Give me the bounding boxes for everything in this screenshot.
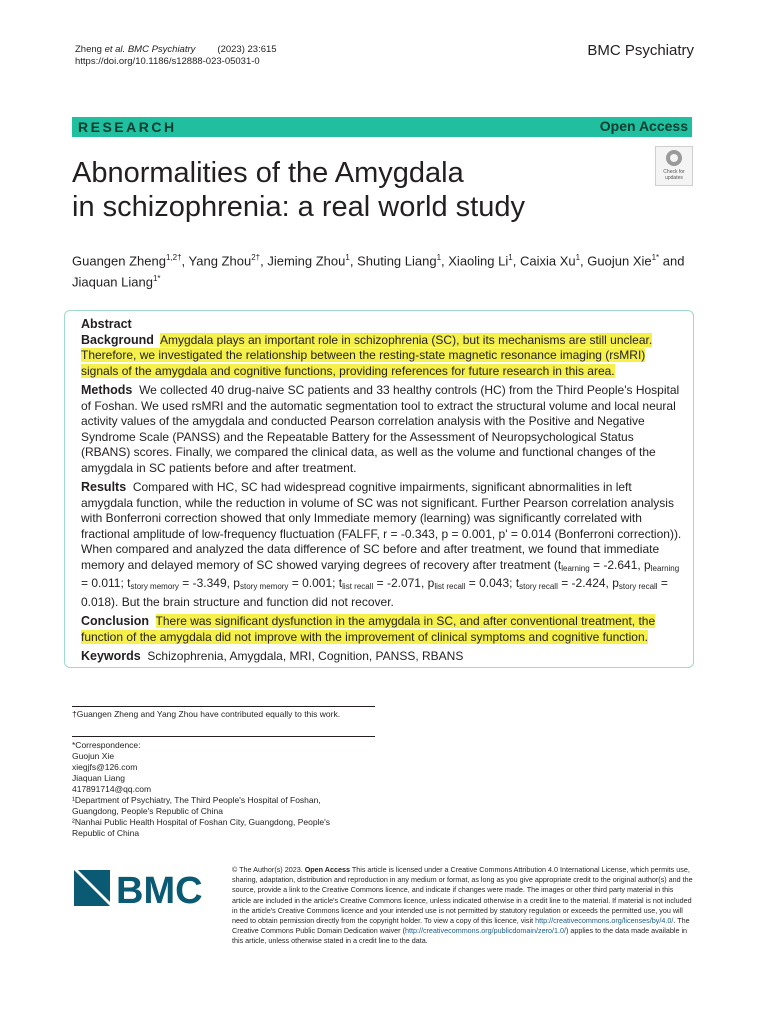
sub-story-memory: story memory: [239, 582, 289, 591]
author-name: Caixia Xu: [519, 253, 576, 269]
methods-text: We collected 40 drug-naive SC patients and 33 healthy controls (HC) from the Third People's Hospital of Foshan. We used rsMRI and the automatic segmentation tool to extract the structural volume and local neural activity values of the amygdala and conducted Pearson correlation analysis with the Positive and Negative Syndrome Scale (PANSS) and the Repeatable Battery for the Assessment of Neuropsychological Status (RBANS) scores. Finally, we compared the clinical data, as well as the volume and functional changes of the amygdala in SC patients before and after treatment.: [81, 383, 680, 475]
sub-list-recall: list recall: [434, 582, 466, 591]
cite-journal: BMC Psychiatry: [127, 44, 196, 55]
author-affil: 2†: [251, 253, 261, 262]
sub-learning: learning: [650, 563, 680, 573]
author-name: Jieming Zhou: [267, 253, 346, 269]
correspondence-label: *Correspondence:: [72, 740, 141, 750]
corr-email[interactable]: xiegjfs@126.com: [72, 762, 138, 772]
journal-name: BMC Psychiatry: [587, 42, 694, 59]
sub-learning: learning: [561, 563, 590, 573]
author-affil: 1*: [651, 253, 660, 262]
author-name: Guojun Xie: [587, 253, 652, 269]
results-value: = -3.349, p: [178, 576, 240, 590]
bmc-logo-mark: [74, 866, 214, 910]
copyright-text: © The Author(s) 2023.: [232, 865, 303, 874]
open-access-label: Open Access: [599, 118, 688, 134]
footnote-rule: [72, 706, 375, 707]
author-affil: 1*: [152, 274, 161, 284]
open-access-bold: Open Access: [304, 865, 350, 874]
author-name: Jiaquan Liang: [72, 274, 153, 290]
license-text: [232, 865, 694, 947]
conclusion-text: There was significant dysfunction in the amygdala in SC, and after conventional treatment, the function of the amygdala did not improve with the improvement of clinical symptoms and cognitive function.: [81, 614, 656, 644]
results-value: = 0.011; t: [81, 576, 131, 590]
sub-list-recall: list recall: [342, 582, 374, 591]
sub-story-recall: story recall: [618, 582, 658, 591]
abstract-heading: Abstract: [81, 317, 132, 331]
correspondence-rule: [72, 736, 375, 737]
author-affil: 1: [508, 253, 513, 262]
corr-email[interactable]: 417891714@qq.com: [72, 784, 152, 794]
check-updates-label: Check for updates: [663, 169, 685, 181]
sub-story-memory: story memory: [130, 582, 179, 591]
author-name: Xiaoling Li: [448, 253, 509, 269]
results-value: = -2.071, p: [373, 576, 435, 590]
keywords-label: Keywords: [81, 649, 141, 663]
results-text: Compared with HC, SC had widespread cognitive impairments, significant abnormalities in left amygdala function, while the reduction in volume of SC was not significant. Further Pearson correlation analysis with Bonferroni correction showed that only Immediate memory (learning) was significantly correlated with fractional amplitude of low-frequency fluctuation (FALFF, r = -0.343, p = 0.001, p' = 0.014 (Bonferroni correction)). When compared and analyzed the data difference of SC before and after treatment, we found that immediate memory and delayed memory of SC showed varying degrees of recovery after treatment (t: [81, 480, 682, 572]
license-body-3: ) applies to the data made available in this article, unless otherwise stated in a credit line to the data.: [232, 926, 688, 946]
methods-label: Methods: [81, 383, 133, 397]
cite-authors: Zheng: [75, 44, 102, 55]
author-affil: 1,2†: [165, 253, 182, 262]
title-line-1: Abnormalities of the Amygdala: [72, 157, 464, 189]
license-body-2: . The Creative Commons Public Domain Dedication waiver (: [232, 916, 690, 936]
abstract-background: [81, 333, 683, 380]
affiliation-2: ²Nanhai Public Health Hospital of Foshan City, Guangdong, People's Republic of China: [72, 817, 331, 838]
update-icon: [666, 150, 682, 166]
author-name: Guangen Zheng: [72, 253, 166, 269]
citation-header: [75, 44, 277, 68]
author-affil: 1: [436, 253, 442, 262]
license-body-1: This article is licensed under a Creative Commons Attribution 4.0 International License, which permits use, sharing, adaptation, distribution and reproduction in any medium or format, as long as you give appropriate credit to the original author(s) and the source, provide a link to the Creative Commons licence, and indicate if changes were made. The images or other third party material in this article are included in the article's Creative Commons licence, unless indicated otherwise in a credit line to the material. If material is not included in the article's Creative Commons licence and your intended use is not permitted by statutory regulation or exceeds the permitted use, you will need to obtain permission directly from the copyright holder. To view a copy of this licence, visit: [232, 865, 693, 926]
title-line-2: in schizophrenia: a real world study: [72, 191, 525, 223]
equal-contribution-note: †Guangen Zheng and Yang Zhou have contributed equally to this work.: [72, 709, 341, 719]
keywords-text: Schizophrenia, Amygdala, MRI, Cognition, PANSS, RBANS: [147, 649, 464, 663]
bmc-logo: [74, 866, 214, 915]
correspondence-block: [72, 740, 362, 839]
author-affil: 1: [345, 253, 350, 262]
results-value: = 0.043; t: [465, 576, 520, 590]
abstract-methods: [81, 383, 683, 476]
abstract-conclusion: [81, 614, 683, 645]
results-value: = -2.641, p: [589, 557, 651, 572]
bmc-logo-text: BMC: [116, 870, 203, 910]
background-label: Background: [81, 332, 154, 347]
background-text: Amygdala plays an important role in schizophrenia (SC), but its mechanisms are still unclear. Therefore, we investigated the relationship between the resting-state magnetic resonance imaging (rsMRI) signals of the amygdala and cognitive functions, providing references for future research in this area.: [81, 332, 653, 378]
cite-etal: et al.: [104, 44, 126, 55]
corr-name: Guojun Xie: [72, 751, 115, 761]
abstract-keywords: [81, 649, 683, 665]
author-list: Guangen Zheng$^{1,2\dagger}$, Yang Zhou$^{2\dagger}$, Jieming Zhou$^1$, Shuting Liang$^1$, Xiaoling Li$^1$, Caixia Xu$^1$, Guojun Xie$^{1*}$ and Jiaquan Liang$^{1*}$: [72, 253, 685, 290]
results-label: Results: [81, 480, 127, 494]
sub-story-recall: story recall: [519, 582, 558, 591]
abstract-results: [81, 480, 683, 610]
article-title: [72, 156, 632, 224]
section-label: RESEARCH: [78, 119, 177, 135]
cc-zero-link[interactable]: http://creativecommons.org/publicdomain/zero/1.0/: [404, 926, 566, 936]
corr-name: Jiaquan Liang: [72, 773, 125, 783]
doi-link[interactable]: https://doi.org/10.1186/s12888-023-05031-0: [75, 56, 260, 67]
authors-and: and: [662, 253, 685, 269]
results-value: = -2.424, p: [557, 576, 619, 590]
check-for-updates-badge[interactable]: [655, 146, 693, 186]
author-name: Yang Zhou: [188, 253, 252, 269]
affiliation-1: ¹Department of Psychiatry, The Third People's Hospital of Foshan, Guangdong, People's Republic of China: [72, 795, 321, 816]
cc-by-link[interactable]: http://creativecommons.org/licenses/by/4.0/: [535, 916, 674, 926]
cite-year-volume: (2023) 23:615: [217, 44, 277, 55]
author-name: Shuting Liang: [357, 253, 437, 269]
results-value: = 0.018). But the brain structure and function did not recover.: [81, 576, 668, 609]
author-affil: 1: [575, 253, 581, 262]
abstract-box: [64, 310, 694, 668]
conclusion-label: Conclusion: [81, 614, 150, 628]
results-value: = 0.001; t: [288, 576, 343, 590]
